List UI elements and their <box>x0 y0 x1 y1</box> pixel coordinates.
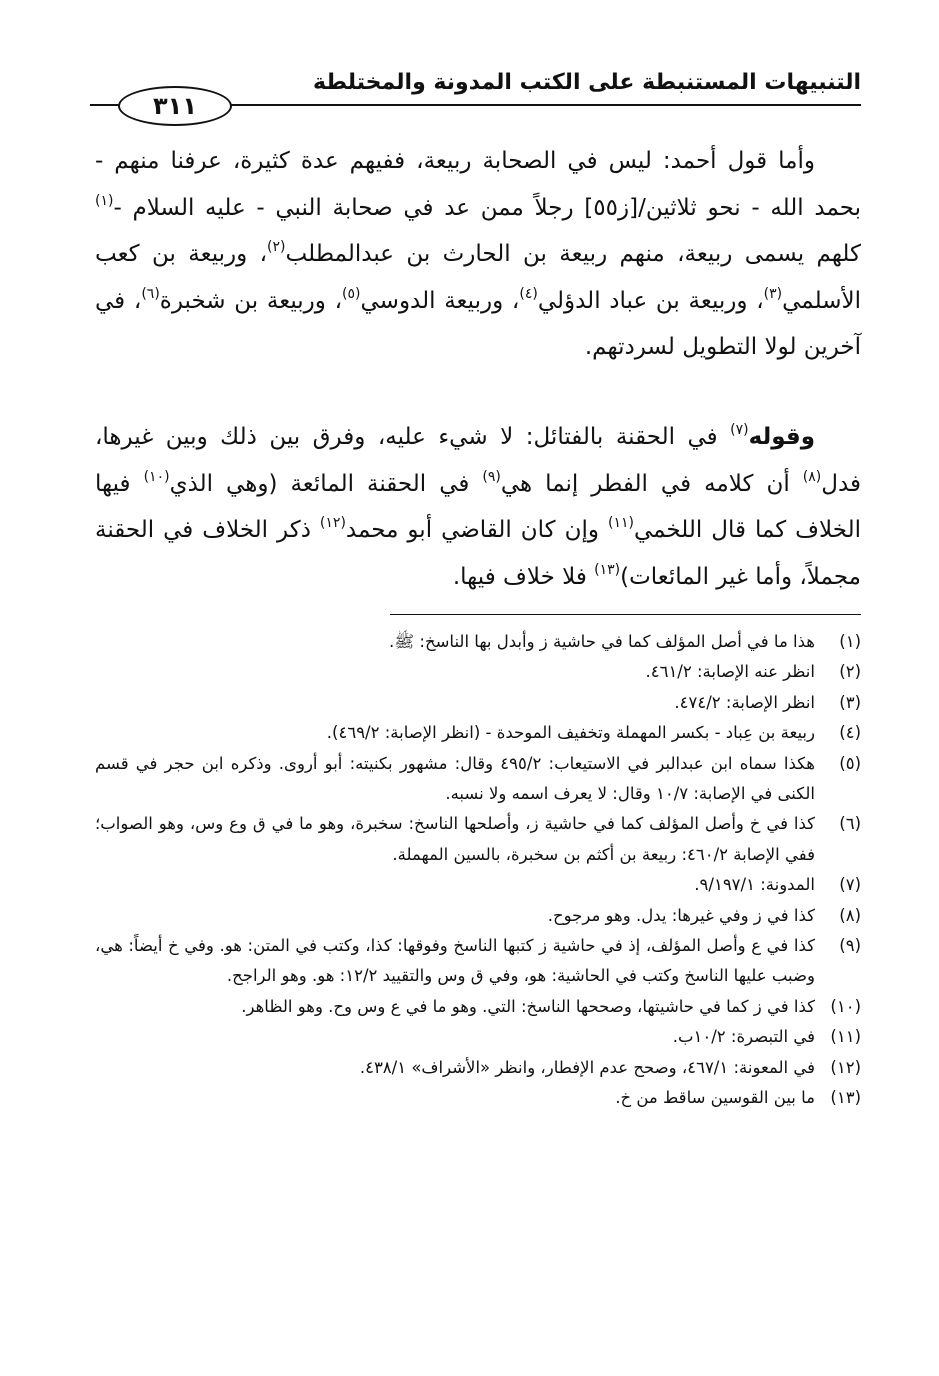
footnote <box>95 870 861 900</box>
paragraph-2-text: أن كلامه في الفطر إنما هي <box>500 470 803 497</box>
footnote <box>95 749 861 810</box>
footnote-ref-12: (١٢) <box>319 515 346 531</box>
footnote-text: هذا ما في أصل المؤلف كما في حاشية ز وأبدل بها الناسخ: ﷺ. <box>388 632 815 651</box>
footnote-text: في المعونة: ٤٦٧/١، وصحح عدم الإفطار، وانظر «الأشراف» ٤٣٨/١. <box>359 1057 815 1077</box>
footnote-ref-13: (١٣) <box>594 561 621 578</box>
footnote-text: هكذا سماه ابن عبدالبر في الاستيعاب: ٤٩٥/٢ وقال: مشهور بكنيته: أبو أروى. وذكره ابن حجر في قسم الكنى في الإصابة: ١٠/٧ وقال: لا يعرف اسمه ولا نسبه. <box>95 753 815 804</box>
footnote-text: ما بين القوسين ساقط من خ. <box>615 1088 815 1108</box>
paragraph-1-text: ، وربيعة بن شخبرة <box>159 287 343 314</box>
footnote-number: (٨) <box>839 905 861 925</box>
footnote-ref-4: (٤) <box>519 285 538 302</box>
footnote <box>95 901 861 931</box>
footnote-number: (٥) <box>839 753 861 773</box>
footnote-number: (٧) <box>839 875 861 895</box>
running-head-title: التنبيهات المستنبطة على الكتب المدونة والمختلطة <box>312 70 861 95</box>
paragraph-2-text: في الحقنة المائعة (وهي الذي <box>169 470 483 497</box>
footnote-number: (٦) <box>839 814 861 834</box>
footnote <box>95 1022 861 1052</box>
footnote-text: في التبصرة: ١٠/٢ب. <box>672 1027 815 1047</box>
paragraph-1-text: ، وربيعة الدوسي <box>360 287 520 314</box>
footnote-number: (١٢) <box>830 1057 861 1077</box>
paragraph-2-lead: وقوله <box>748 424 815 450</box>
footnote-number: (١) <box>839 632 861 651</box>
page-number: ٣١١ <box>118 86 232 126</box>
paragraph-2-text: ذكر الخلاف في الحقنة مجملاً، وأما غير المائعات) <box>95 517 861 590</box>
footnote-ref-7: (٧) <box>730 422 749 438</box>
footnote <box>95 657 861 687</box>
footnote-number: (١٠) <box>830 996 861 1016</box>
footnote-number: (٣) <box>839 692 861 712</box>
footnote-ref-8: (٨) <box>802 468 822 485</box>
footnote-ref-5: (٥) <box>342 285 361 302</box>
footnote-number: (٤) <box>839 723 861 743</box>
footnote <box>95 1053 861 1083</box>
footnote-text: انظر عنه الإصابة: ٤٦١/٢. <box>645 662 815 682</box>
footnote <box>95 718 861 748</box>
paragraph-1-text: ، وربيعة بن كعب الأسلمي <box>95 241 861 314</box>
footnote <box>95 627 861 657</box>
paragraph-1 <box>95 138 861 371</box>
paragraph-1-text: كلهم يسمى ربيعة، منهم ربيعة بن الحارث بن عبدالمطلب <box>285 241 861 267</box>
footnote-ref-11: (١١) <box>607 515 634 531</box>
footnotes <box>95 627 861 1114</box>
paragraph-1-text: وأما قول أحمد: ليس في الصحابة ربيعة، ففيهم عدة كثيرة، عرفنا منهم - بحمد الله - نحو ثلاثين/[ز٥٥] رجلاً ممن عد في صحابة النبي - عليه السلام - <box>95 148 861 221</box>
footnote <box>95 809 861 870</box>
footnote-text: كذا في خ وأصل المؤلف كما في حاشية ز، وأصلحها الناسخ: سخبرة، وهو ما في ق وع وس، وهو الصواب؛ ففي الإصابة ٤٦٠/٢: ربيعة بن أكثم بن سخبرة، بالسين المهملة. <box>95 814 815 864</box>
footnote <box>95 688 861 718</box>
footnote <box>95 931 861 992</box>
footnote-text: كذا في ع وأصل المؤلف، إذ في حاشية ز كتبها الناسخ وفوقها: كذا، وكتب في المتن: هو. وفي خ أيضاً: هي، وضبب عليها الناسخ وكتب في الحاشية: هو، وفي ق وس والتقييد ١٢/٢: هو. وهو الراجح. <box>95 936 815 986</box>
footnote-text: انظر الإصابة: ٤٧٤/٢. <box>674 692 815 712</box>
paragraph-2-text: في الحقنة بالفتائل: لا شيء عليه، وفرق بين ذلك وبين غيرها، فدل <box>95 424 862 497</box>
footnote-text: كذا في ز وفي غيرها: يدل. وهو مرجوح. <box>547 905 815 925</box>
footnote-number: (٢) <box>839 662 861 682</box>
footnote-ref-2: (٢) <box>267 239 286 255</box>
footnote-ref-1: (١) <box>95 192 114 209</box>
footnote-ref-10: (١٠) <box>143 468 170 485</box>
footnote-number: (١٣) <box>830 1088 861 1108</box>
footnote-number: (٩) <box>839 936 861 956</box>
footnote-text: كذا في ز كما في حاشيتها، وصححها الناسخ: التي. وهو ما في ع وس وح. وهو الظاهر. <box>241 996 815 1016</box>
footnote-text: ربيعة بن عِباد - بكسر المهملة وتخفيف الموحدة - (انظر الإصابة: ٤٦٩/٢). <box>326 723 815 743</box>
paragraph-1-text: ، في آخرين لولا التطويل لسردتهم. <box>95 287 861 360</box>
footnote <box>95 992 861 1022</box>
footnote-number: (١١) <box>830 1027 861 1047</box>
footnote-ref-9: (٩) <box>482 468 501 485</box>
footnote-ref-3: (٣) <box>763 285 783 302</box>
paragraph-2 <box>95 414 861 600</box>
footnote-ref-6: (٦) <box>141 285 160 302</box>
footnote-separator <box>390 614 861 615</box>
footnote-text: المدونة: ٩/١٩٧/١. <box>694 875 815 895</box>
paragraph-2-text: فيها الخلاف كما قال اللخمي <box>95 470 861 543</box>
paragraph-2-text: فلا خلاف فيها. <box>452 563 595 590</box>
paragraph-2-text: وإن كان القاضي أبو محمد <box>345 517 608 543</box>
paragraph-1-text: ، وربيعة بن عباد الدؤلي <box>537 287 764 314</box>
footnote <box>95 1083 861 1113</box>
